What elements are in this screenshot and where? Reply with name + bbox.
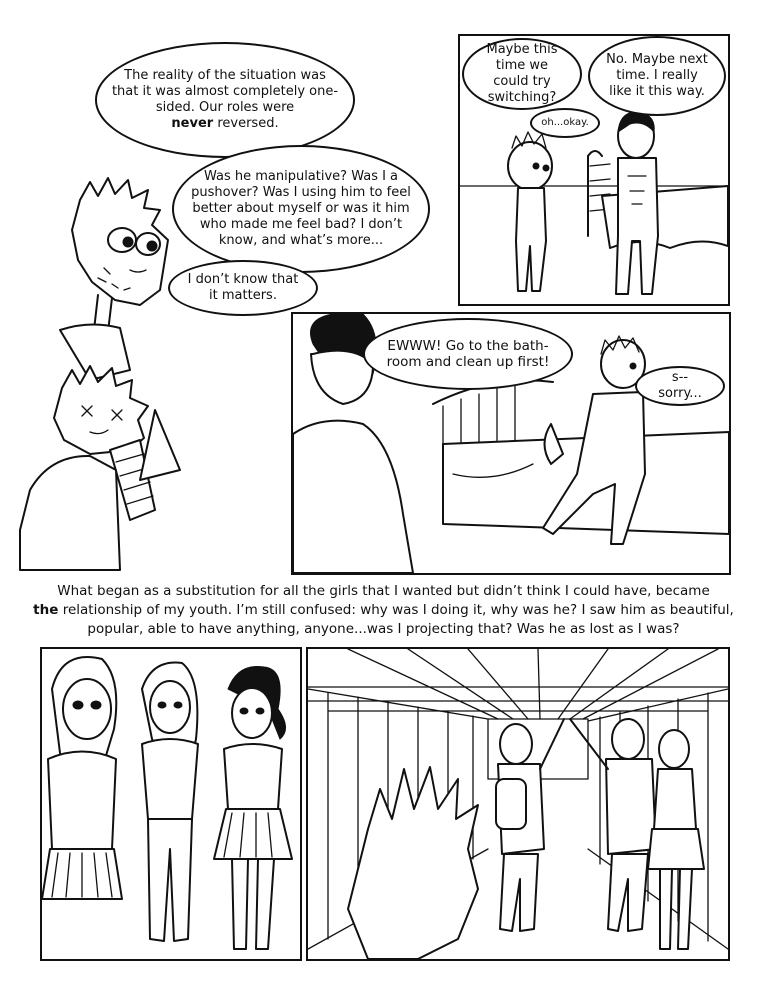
speech-bubble-next-time bbox=[588, 36, 726, 116]
reality-emphasis: never bbox=[171, 116, 214, 131]
panel-bedroom-2 bbox=[291, 312, 731, 575]
ewww-text: EWWW! Go to the bath-room and clean up first! bbox=[386, 338, 550, 370]
panel-hallway bbox=[306, 647, 730, 961]
narration-emphasis: the bbox=[33, 602, 59, 618]
panel-bedroom-1 bbox=[458, 34, 730, 306]
narration-text-block bbox=[20, 582, 747, 639]
narration-part2: relationship of my youth. I’m still confused: why was I doing it, why was he? I saw him as beautiful, popular, able to have anything, anyone...was I projecting that? Was he as lost as I was? bbox=[62, 602, 734, 637]
narration-part1: What began as a substitution for all the girls that I wanted but didn’t think I could have, became bbox=[57, 583, 710, 599]
speech-bubble-switching bbox=[462, 38, 582, 110]
switching-text: Maybe this time we could try switching? bbox=[486, 42, 558, 105]
conclusion-text: I don’t know that it matters. bbox=[187, 272, 299, 303]
reality-text: The reality of the situation was that it was almost completely one-sided. Our roles were bbox=[111, 68, 339, 115]
speech-bubble-okay bbox=[530, 108, 600, 138]
hallway-scene bbox=[308, 649, 728, 959]
sorry-text: s--sorry... bbox=[658, 370, 702, 401]
next-time-text: No. Maybe next time. I really like it this way. bbox=[606, 52, 708, 99]
girls-scene bbox=[42, 649, 300, 959]
speech-bubble-reality bbox=[95, 42, 355, 158]
speech-bubble-ewww bbox=[363, 318, 573, 390]
panel-girls bbox=[40, 647, 302, 961]
speech-bubble-questions bbox=[172, 145, 430, 273]
reality-end: reversed. bbox=[217, 116, 279, 131]
speech-bubble-sorry bbox=[635, 366, 725, 406]
speech-bubble-conclusion bbox=[168, 260, 318, 316]
okay-text: oh...okay. bbox=[541, 117, 589, 128]
questions-text: Was he manipulative? Was I a pushover? Was I using him to feel better about myself or was it him who made me feel bad? I don’t know, and what’s more... bbox=[191, 169, 411, 248]
